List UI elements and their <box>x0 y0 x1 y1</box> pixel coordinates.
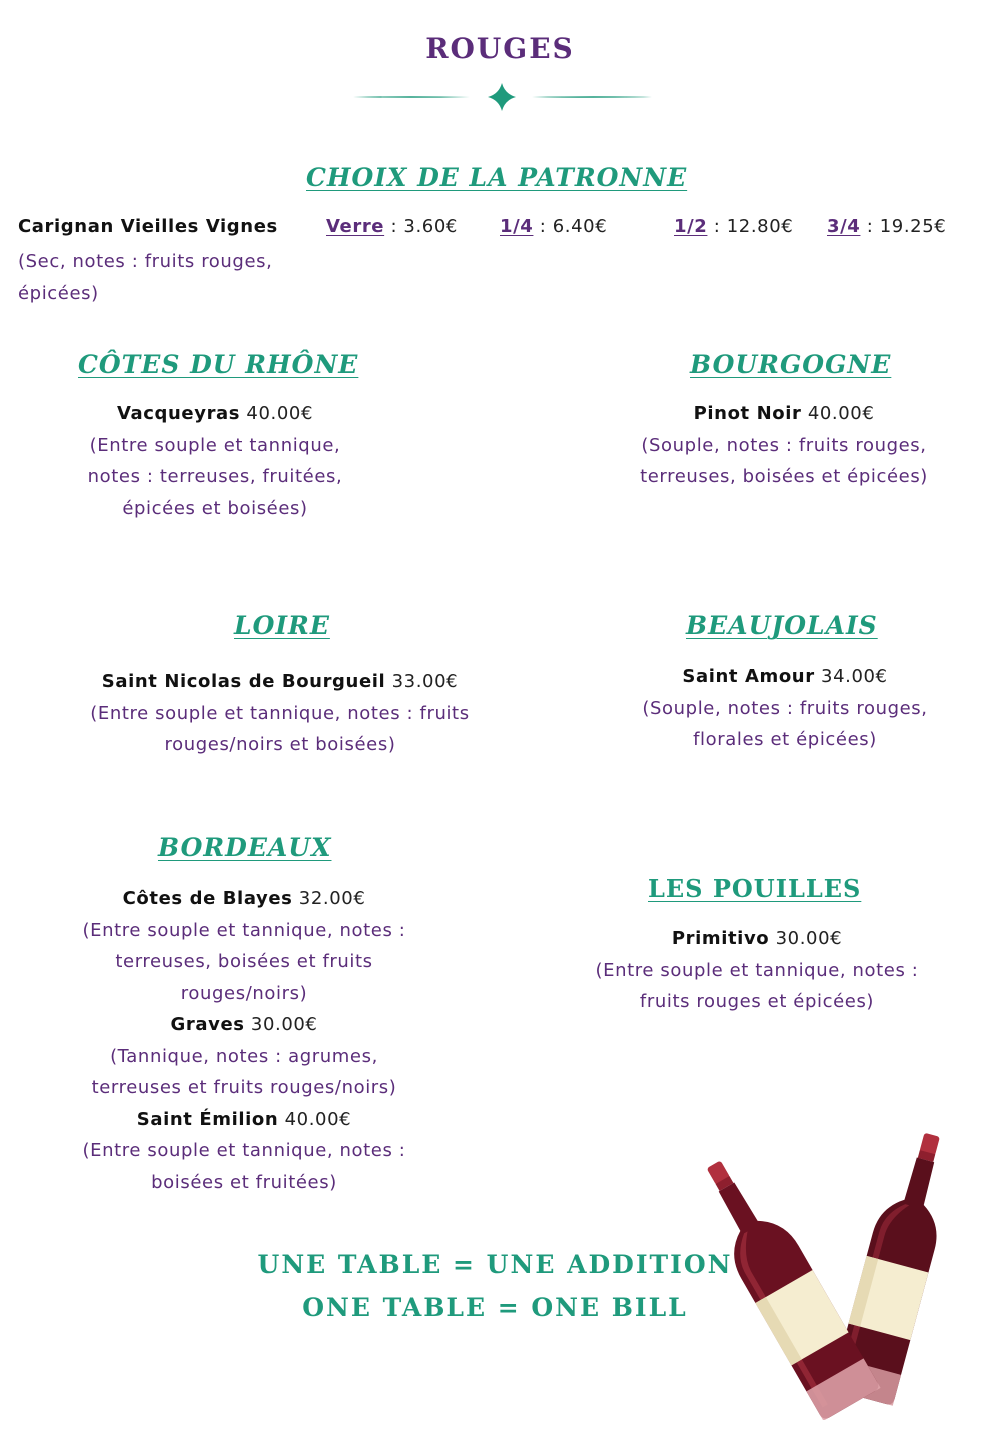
loire-block <box>70 666 490 761</box>
wine-entry <box>64 1104 424 1136</box>
serving-quarter <box>500 216 607 237</box>
serving-three-quarter-price: : 19.25€ <box>860 216 947 237</box>
beaujolais-heading: BEAUJOLAIS <box>686 611 878 640</box>
cotes-du-rhone-heading: CÔTES DU RHÔNE <box>78 350 359 379</box>
wine-entry <box>64 883 424 915</box>
cotes-du-rhone-block <box>55 398 375 524</box>
wine-entry <box>624 398 944 430</box>
house-wine-name: Carignan Vieilles Vignes <box>18 216 278 237</box>
wine-name: Saint Nicolas de Bourgueil <box>101 671 386 692</box>
wine-entry <box>64 1009 424 1041</box>
house-choice-heading: CHOIX DE LA PATRONNE <box>306 163 688 192</box>
wine-price: 32.00€ <box>292 888 366 909</box>
bordeaux-heading: BORDEAUX <box>158 833 332 862</box>
bordeaux-block <box>64 883 424 1198</box>
page-title: ROUGES <box>425 32 575 65</box>
house-wine-notes: (Sec, notes : fruits rouges, épicées) <box>18 251 273 304</box>
four-point-star-divider-icon <box>350 80 655 114</box>
wine-entry <box>578 923 936 955</box>
bourgogne-heading: BOURGOGNE <box>690 350 892 379</box>
serving-glass <box>326 216 458 237</box>
wine-price: 40.00€ <box>278 1108 352 1130</box>
wine-price: 33.00€ <box>385 671 459 692</box>
serving-three-quarter <box>827 216 946 237</box>
serving-quarter-price: : 6.40€ <box>533 216 608 237</box>
serving-three-quarter-label: 3/4 <box>827 216 861 237</box>
wine-price: 40.00€ <box>801 403 875 424</box>
wine-name: Vacqueyras <box>116 403 241 424</box>
wine-price: 34.00€ <box>814 666 888 687</box>
wine-name: Pinot Noir <box>693 403 802 424</box>
pouilles-heading: LES POUILLES <box>648 874 862 903</box>
wine-name: Côtes de Blayes <box>122 888 293 909</box>
wine-notes: (Tannique, notes : agrumes, terreuses et fruits rouges/noirs) <box>91 1045 397 1098</box>
wine-entry <box>635 661 935 693</box>
wine-name: Saint Amour <box>682 666 815 687</box>
wine-price: 30.00€ <box>769 928 843 949</box>
footer-line-french: UNE TABLE = UNE ADDITION <box>257 1250 733 1279</box>
serving-glass-price: : 3.60€ <box>384 216 458 237</box>
serving-half <box>674 216 793 237</box>
wine-name: Graves <box>170 1014 245 1035</box>
wine-notes: (Entre souple et tannique, notes : terreuses, boisées et fruits rouges/noirs) <box>82 919 406 1004</box>
pouilles-block <box>578 923 936 1018</box>
wine-entry <box>55 398 375 430</box>
wine-entry <box>70 666 490 698</box>
wine-price: 40.00€ <box>240 403 314 424</box>
wine-notes: (Entre souple et tannique, notes : fruits rouges/noirs et boisées) <box>90 702 470 755</box>
beaujolais-block <box>635 661 935 756</box>
serving-glass-label: Verre <box>326 216 385 237</box>
serving-half-price: : 12.80€ <box>707 216 794 237</box>
serving-half-label: 1/2 <box>674 216 708 237</box>
wine-name: Primitivo <box>671 928 770 949</box>
wine-notes: (Souple, notes : fruits rouges, terreuses, boisées et épicées) <box>640 434 928 487</box>
wine-notes: (Entre souple et tannique, notes : boisées et fruitées) <box>82 1140 406 1193</box>
serving-quarter-label: 1/4 <box>500 216 534 237</box>
footer-line-english: ONE TABLE = ONE BILL <box>302 1293 688 1322</box>
wine-bottles-icon <box>698 1120 968 1420</box>
loire-heading: LOIRE <box>234 611 330 640</box>
wine-notes: (Entre souple et tannique, notes : terreuses, fruitées, épicées et boisées) <box>87 434 343 519</box>
wine-name: Saint Émilion <box>136 1108 279 1130</box>
wine-notes: (Souple, notes : fruits rouges, florales et épicées) <box>642 697 928 750</box>
wine-notes: (Entre souple et tannique, notes : fruits rouges et épicées) <box>595 959 919 1012</box>
wine-price: 30.00€ <box>244 1014 318 1035</box>
bourgogne-block <box>624 398 944 493</box>
